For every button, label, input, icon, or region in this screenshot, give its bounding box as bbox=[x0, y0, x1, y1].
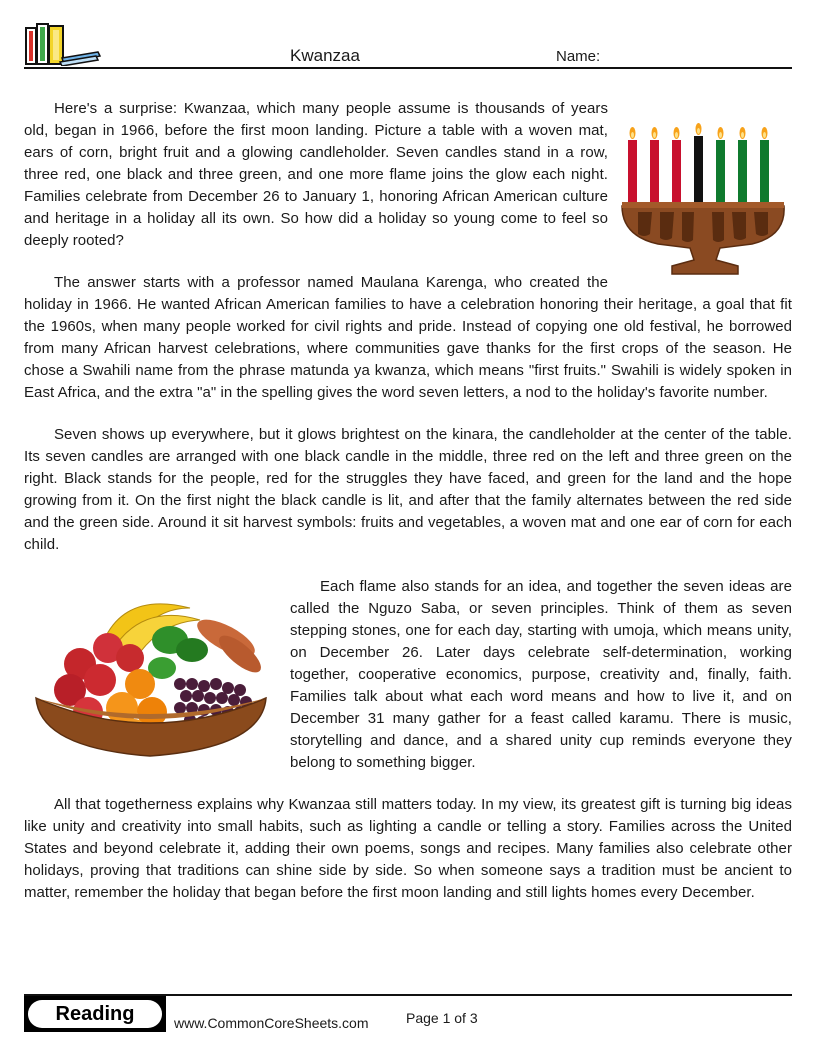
paragraph-4: Each flame also stands for an idea, and together the seven ideas are called the Nguzo Saba, or seven principles. Think of them as seven stepping stones, one for each day, starting with umoja, which means unity, on December 26. Later days celebrate self-determination, working together, cooperative economics, purpose, creativity and, finally, faith. Families talk about what each word means and how to live it, and on December 31 many gather for a feast called karamu. There is music, storytelling and dance, and a shared unity cup reminds everyone they belong to something bigger. bbox=[290, 578, 792, 771]
subject-badge bbox=[24, 996, 166, 1032]
website-link[interactable]: www.CommonCoreSheets.com bbox=[174, 1015, 369, 1031]
article-body bbox=[24, 98, 792, 924]
page-footer bbox=[24, 994, 792, 1034]
header-divider bbox=[24, 67, 792, 69]
name-label: Name: bbox=[556, 48, 601, 65]
paragraph-2: The answer starts with a professor named Maulana Karenga, who created the holiday in 1966. He wanted African American families to have a celebration honoring their heritage, a goal that fit the 1960s, when many people worked for civil rights and pride. Instead of copying one old festival, he borrowed from many African harvest celebrations, where communities gave thanks for the first crops of the season. He chose a Swahili name from the phrase matunda ya kwanza, which means "first fruits." Swahili is widely spoken in East Africa, and the extra "a" in the spelling gives the word seven letters, a nod to the holiday's favorite number. bbox=[24, 274, 792, 401]
paragraph-1: Here's a surprise: Kwanzaa, which many people assume is thousands of years old, began in 1966, before the first moon landing. Picture a table with a woven mat, ears of corn, bright fruit and a glowing candleholder. Seven candles stand in a row, three red, one black and three green, and one more flame joins the glow each night. Families celebrate from December 26 to January 1, honoring African American culture and heritage in a holiday all its own. So how did a holiday so young come to feel so deeply rooted? bbox=[24, 100, 608, 249]
paragraph-5: All that togetherness explains why Kwanzaa still matters today. In my view, its greatest gift is turning big ideas like unity and creativity into small habits, such as lighting a candle or telling a story. Families across the United States and beyond celebrate it, adding their own poems, songs and recipes. Many families also celebrate other holidays, proving that traditions can shine side by side. So when someone says a tradition must be ancient to matter, remember the holiday that began before the first moon landing and still lights homes every December. bbox=[24, 796, 792, 901]
page-header bbox=[24, 22, 792, 70]
kinara-illustration bbox=[620, 110, 792, 278]
books-icon bbox=[24, 22, 104, 66]
worksheet-title: Kwanzaa bbox=[290, 46, 360, 65]
page-number: Page 1 of 3 bbox=[406, 1010, 478, 1026]
paragraph-3: Seven shows up everywhere, but it glows brightest on the kinara, the candleholder at the center of the table. Its seven candles are arranged with one black candle in the middle, three red on the left and three green on the right. Black stands for the people, red for the struggles they have faced, and green for the land and the hope growing from it. On the first night the black candle is lit, and after that the family alternates between the red side and the green side. Around it sit harvest symbols: fruits and vegetables, a woven mat and one ear of corn for each child. bbox=[24, 426, 792, 553]
subject-label: Reading bbox=[28, 1000, 162, 1028]
kinara-candles bbox=[628, 136, 769, 206]
fruit-bowl-illustration bbox=[30, 580, 270, 760]
